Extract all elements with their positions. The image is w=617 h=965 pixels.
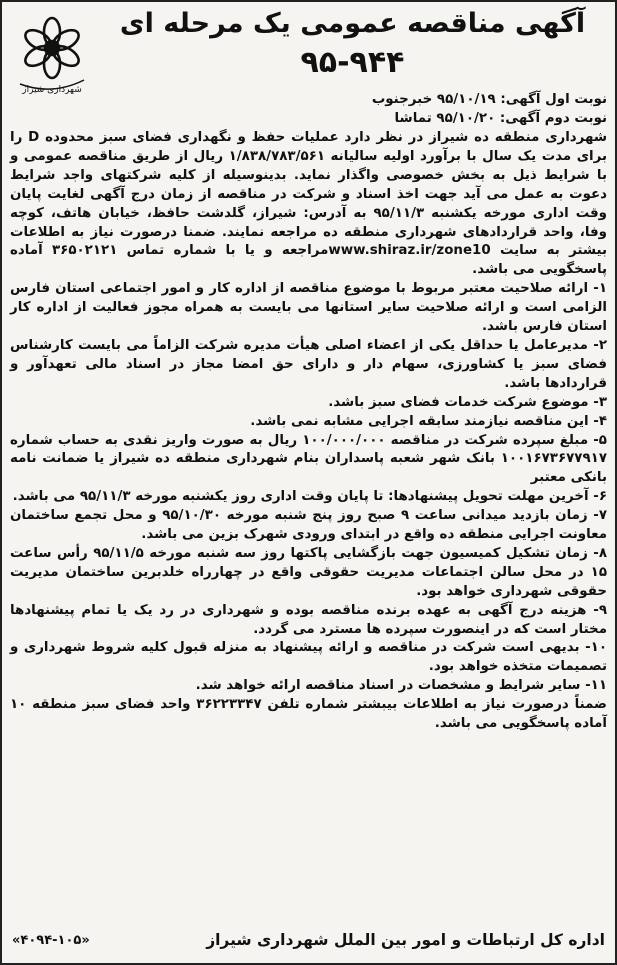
condition-item: ۵- مبلغ سپرده شرکت در مناقصه ۱۰۰/۰۰۰/۰۰۰ ریال به صورت واریز نقدی به حساب شماره ۱۰۰۱۶۷۳۶۷۷۹۱۷ بانک شهر شعبه پاسداران بنام شهرداری منطقه ده شیراز یا ضمانت نامه بانکی معتبر	[10, 432, 607, 486]
second-publication: نوبت دوم آگهی: ۹۵/۱۰/۲۰ تماشا	[394, 110, 607, 126]
tender-number: ۹۵-۹۴۴	[300, 45, 405, 80]
first-publication: نوبت اول آگهی: ۹۵/۱۰/۱۹ خبرجنوب	[371, 92, 607, 107]
publication-schedule	[10, 91, 607, 128]
condition-item: ۱۱- سایر شرایط و مشخصات در اسناد مناقصه ارائه خواهد شد.	[195, 678, 607, 694]
issuing-organization: اداره کل ارتباطات و امور بین الملل شهرداری شیراز	[206, 931, 605, 949]
intro-paragraph: شهرداری منطقه ده شیراز در نظر دارد عملیات حفظ و نگهداری فضای سبز محدوده D را برای مدت یک سال با برآورد اولیه سالیانه ۱/۸۳۸/۷۸۳/۵۶۱ ریال از طریق مناقصه عمومی و با شرایط ذیل به بخش خصوصی واگذار نماید. بدینوسیله از کلیه شرکتهای واجد شرایط دعوت به عمل می آید جهت اخذ اسناد و شرکت در مناقصه از زمان درج آگهی لغایت پایان وقت اداری مورخه یکشنبه ۹۵/۱۱/۳ به آدرس: شیراز، گلدشت حافظ، خیابان هاتف، کوچه وفا، واحد قراردادهای شهرداری منطقه ده مراجعه نمایند. ضمنا درصورت نیاز به اطلاعات بیشتر به سایت www.shiraz.ir/zone10مراجعه و یا با شماره تماس ۳۶۵۰۲۱۲۱ آماده پاسخگویی می باشد.	[10, 130, 608, 278]
notice-body	[10, 129, 607, 734]
shiraz-municipality-logo-icon	[10, 10, 94, 94]
condition-item: ۳- موضوع شرکت خدمات فضای سبز باشد.	[328, 394, 607, 410]
condition-item: ۴- این مناقصه نیازمند سابقه اجرایی مشابه نمی باشد.	[250, 413, 607, 429]
notice-header	[98, 4, 607, 82]
condition-item: ۲- مدیرعامل یا حداقل یکی از اعضاء اصلی هیأت مدیره شرکت الزاماً می بایست کارشناس فضای سبز یا کشاورزی، سهام دار و دارای حق امضا مجاز در اسناد مالی تعهدآور و قراردادها باشد.	[10, 337, 607, 391]
condition-item: ۷- زمان بازدید میدانی ساعت ۹ صبح روز پنج شنبه مورخه ۹۵/۱۰/۳۰ و محل تجمع ساختمان معاونت اجرایی منطقه ده واقع در ابتدای ورودی شهرک بزین می باشد.	[10, 508, 607, 543]
svg-text:شهرداری شیراز: شهرداری شیراز	[22, 85, 82, 94]
condition-item: ۸- زمان تشکیل کمیسیون جهت بازگشایی پاکتها روز سه شنبه مورخه ۹۵/۱۱/۵ رأس ساعت ۱۵ در محل سالن اجتماعات مدیریت حقوقی واقع در چهارراه خلدبرین ساختمان مدیریت حقوقی شهرداری خواهد بود.	[10, 545, 607, 599]
notice-title: آگهی مناقصه عمومی یک مرحله ای	[119, 8, 586, 39]
notice-footer	[12, 931, 605, 955]
ad-code: «۴۰۹۴-۱۰۵»	[12, 933, 90, 948]
closing-note: ضمناً درصورت نیاز به اطلاعات بیبشتر شماره تلفن ۳۶۲۲۳۳۴۷ واحد فضای سبز منطقه ۱۰ آماده پاسخگویی می باشد.	[10, 697, 607, 732]
condition-item: ۱- ارائه صلاحیت معتبر مربوط با موضوع مناقصه از اداره کار و امور اجتماعی استان فارس الزامی است و ارائه صلاحیت سایر استانها می بایست به همراه مجوز فعالیت از اداره کار استان فارس باشد.	[10, 281, 607, 335]
condition-item: ۶- آخرین مهلت تحویل پیشنهادها: تا پایان وقت اداری روز یکشنبه مورخه ۹۵/۱۱/۳ می باشد.	[12, 489, 607, 505]
condition-item: ۱۰- بدیهی است شرکت در مناقصه و ارائه پیشنهاد به منزله قبول کلیه شروط شهرداری و تصمیمات متخذه خواهد بود.	[10, 640, 607, 675]
condition-item: ۹- هزینه درج آگهی به عهده برنده مناقصه بوده و شهرداری در رد یک یا تمام پیشنهادها مختار است که در اینصورت سپرده ها مسترد می گردد.	[10, 602, 607, 637]
